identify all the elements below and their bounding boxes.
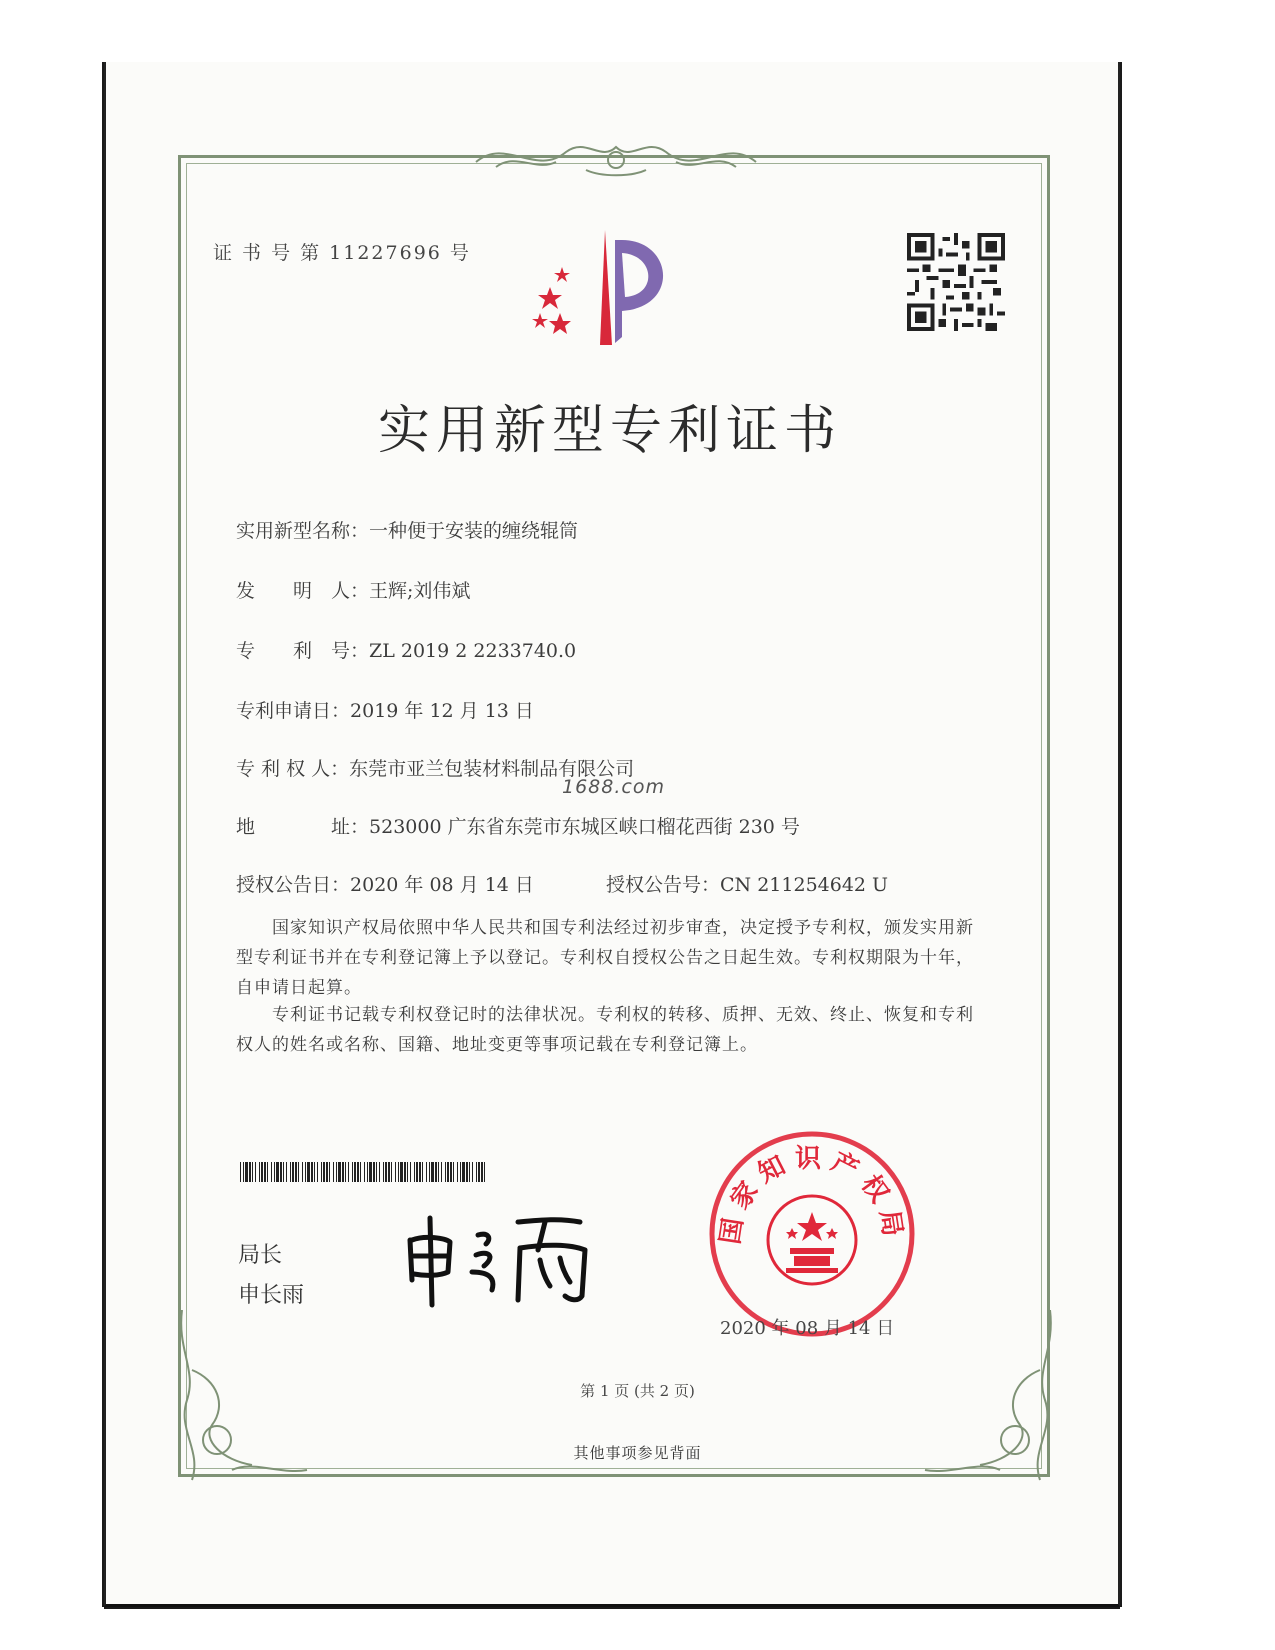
field-label: 专 利 权 人： bbox=[236, 758, 350, 780]
director-name: 申长雨 bbox=[238, 1283, 305, 1308]
field-grant-number bbox=[606, 870, 888, 897]
field-patent-number bbox=[236, 636, 576, 663]
certificate-title: 实用新型专利证书 bbox=[377, 401, 842, 461]
field-label: 地 址： bbox=[236, 816, 370, 838]
seal-text: 国家知识产权局 bbox=[715, 1144, 909, 1247]
field-utility-model-name bbox=[236, 516, 578, 543]
qr-code-icon bbox=[907, 233, 1005, 331]
patent-office-logo-icon bbox=[530, 225, 695, 350]
field-grant-date bbox=[236, 870, 534, 897]
page-number: 第 1 页 (共 2 页) bbox=[580, 1382, 695, 1400]
field-address bbox=[236, 812, 800, 839]
paragraph-legal-status: 专利证书记载专利权登记时的法律状况。专利权的转移、质押、无效、终止、恢复和专利权人的姓名或名称、国籍、地址变更等事项记载在专利登记簿上。 bbox=[236, 1005, 974, 1055]
field-application-date bbox=[236, 696, 534, 723]
field-label: 授权公告日： bbox=[236, 874, 351, 896]
director-signature-icon bbox=[400, 1210, 610, 1310]
barcode-icon bbox=[240, 1162, 486, 1182]
field-value: 东莞市亚兰包装材料制品有限公司 bbox=[349, 758, 635, 780]
certificate-number: 证 书 号 第 11227696 号 bbox=[213, 242, 471, 264]
field-inventor bbox=[236, 576, 470, 603]
field-value: 2019 年 12 月 13 日 bbox=[350, 700, 534, 722]
seal-date: 2020 年 08 月 14 日 bbox=[720, 1318, 895, 1339]
director-label: 局长 bbox=[238, 1243, 283, 1268]
paragraph-grant-statement: 国家知识产权局依照中华人民共和国专利法经过初步审查，决定授予专利权，颁发实用新型专利证书并在专利登记簿上予以登记。专利权自授权公告之日起生效。专利权期限为十年，自申请日起算。 bbox=[236, 918, 974, 998]
field-value: ZL 2019 2 2233740.0 bbox=[369, 640, 577, 662]
watermark: 1688.com bbox=[562, 776, 665, 798]
field-label: 专 利 号： bbox=[236, 640, 370, 662]
field-value: 一种便于安装的缠绕辊筒 bbox=[369, 520, 579, 542]
field-value: 523000 广东省东莞市东城区峡口榴花西街 230 号 bbox=[369, 816, 800, 838]
field-label: 发 明 人： bbox=[236, 580, 370, 602]
field-value: CN 211254642 U bbox=[720, 874, 889, 896]
field-value: 2020 年 08 月 14 日 bbox=[350, 874, 534, 896]
field-value: 王辉;刘伟斌 bbox=[369, 580, 471, 602]
field-label: 专利申请日： bbox=[236, 700, 351, 722]
official-seal-icon bbox=[706, 1128, 918, 1340]
field-label: 实用新型名称： bbox=[236, 520, 370, 542]
field-label: 授权公告号： bbox=[606, 874, 721, 896]
footer-note: 其他事项参见背面 bbox=[573, 1444, 702, 1462]
top-ornament-icon bbox=[466, 132, 766, 182]
